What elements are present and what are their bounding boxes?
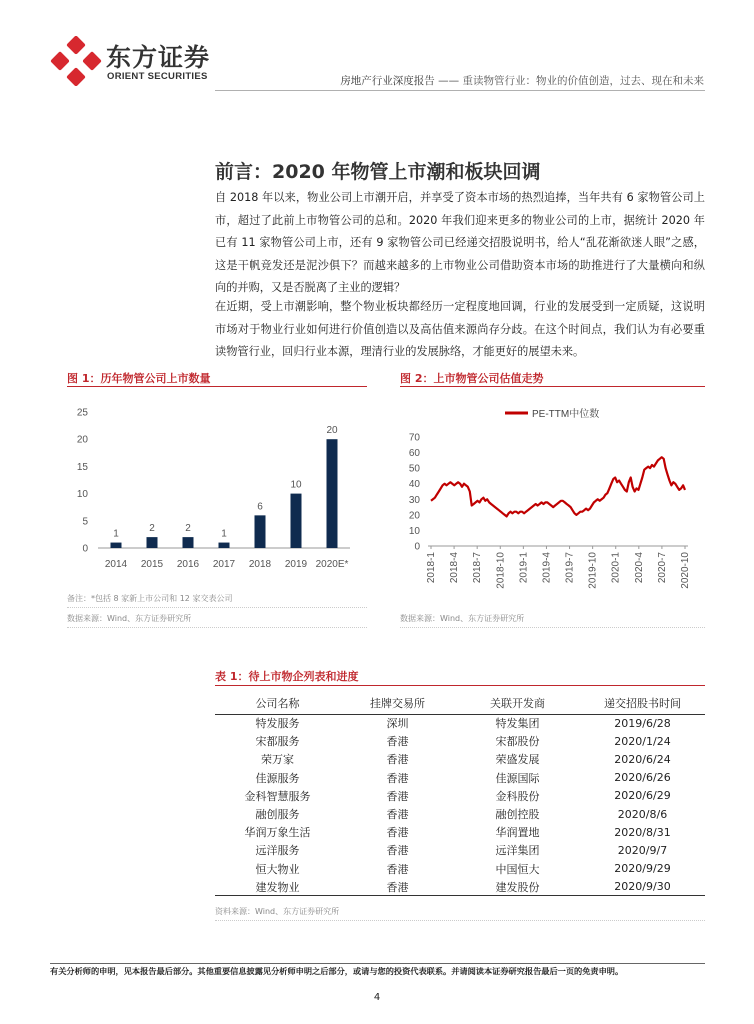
table-source-rule — [215, 920, 705, 921]
cell-exchange: 香港 — [386, 735, 409, 749]
bar-2016 — [183, 537, 194, 548]
bar-value-label: 2 — [185, 523, 191, 535]
x-tick-label: 2020E* — [315, 559, 349, 570]
bar-value-label: 20 — [326, 425, 338, 437]
table-row — [215, 823, 705, 841]
figure1-label: 图 1：历年物管公司上市数量 — [67, 372, 211, 385]
figure1-rule — [67, 386, 367, 387]
section-title: 前言：2020 年物管上市潮和板块回调 — [215, 161, 541, 183]
x-tick-label: 2016 — [176, 559, 200, 570]
bar-value-label: 1 — [113, 528, 119, 540]
x-tick-label: 2018-10 — [495, 552, 507, 589]
x-tick-label: 2019-4 — [541, 552, 553, 584]
x-tick-label: 2018-1 — [426, 552, 437, 584]
x-tick-label: 2018 — [248, 559, 272, 570]
y-tick-label: 0 — [82, 543, 88, 555]
y-tick-label: 40 — [408, 479, 420, 491]
table-row — [215, 860, 705, 878]
report-type: 房地产行业深度报告 — [340, 75, 435, 87]
y-tick-label: 0 — [414, 541, 420, 553]
header-dash: —— — [434, 75, 463, 87]
cell-filing-date: 2020/8/31 — [614, 825, 671, 839]
cell-exchange: 深圳 — [386, 717, 409, 731]
bar-2019 — [291, 494, 302, 548]
table-row — [215, 732, 705, 750]
cell-company: 金科智慧服务 — [244, 789, 311, 803]
header-divider — [215, 90, 705, 91]
cell-exchange: 香港 — [386, 771, 409, 785]
cell-company: 华润万象生活 — [244, 826, 311, 840]
cell-company: 建发物业 — [215, 878, 340, 896]
cell-filing-date: 2020/1/24 — [614, 734, 671, 748]
page-number: 4 — [373, 992, 381, 1003]
table-row — [215, 750, 705, 768]
y-tick-label: 50 — [408, 463, 420, 475]
bar-2015 — [147, 537, 158, 548]
y-tick-label: 10 — [408, 525, 420, 537]
col-exchange: 挂牌交易所 — [340, 692, 455, 714]
cell-developer: 荣盛发展 — [495, 753, 540, 767]
cell-exchange: 香港 — [386, 808, 409, 822]
bar-value-label: 2 — [149, 523, 155, 535]
bar-value-label: 1 — [221, 528, 227, 540]
cell-developer: 华润置地 — [495, 826, 540, 840]
x-tick-label: 2020-4 — [633, 552, 645, 584]
table-row — [215, 805, 705, 823]
cell-filing-date: 2020/9/29 — [614, 862, 671, 876]
pending-listings-table — [215, 692, 705, 896]
series-line-pe-ttm — [431, 457, 685, 516]
figure1-note: 备注：*包括 8 家新上市公司和 12 家交表公司 — [67, 594, 233, 603]
cell-developer: 中国恒大 — [495, 862, 540, 876]
cell-exchange: 香港 — [386, 862, 409, 876]
report-title: 重读物管行业：物业的价值创造，过去、现在和未来 — [462, 75, 704, 87]
cell-filing-date: 2020/9/30 — [580, 878, 705, 896]
legend-label: PE-TTM中位数 — [532, 409, 600, 420]
cell-filing-date: 2020/6/26 — [614, 771, 671, 785]
table-label: 表 1：待上市物企列表和进度 — [215, 670, 359, 683]
x-tick-label: 2019 — [284, 559, 308, 570]
paragraph-2: 在近期，受上市潮影响，整个物业板块都经历一定程度地回调，行业的发展受到一定质疑，这说明市场对于物业行业如何进行价值创造以及高估值来源尚存分歧。在这个时间点，我们认为有必要重读物管行业，回归行业本源，理清行业的发展脉络，才能更好的展望未来。 — [215, 300, 705, 359]
bar-value-label: 6 — [257, 501, 263, 513]
y-tick-label: 25 — [76, 407, 88, 419]
y-tick-label: 15 — [76, 461, 88, 473]
col-developer: 关联开发商 — [455, 692, 580, 714]
x-tick-label: 2019-7 — [564, 552, 576, 584]
figure2-source: 数据来源：Wind、东方证券研究所 — [400, 614, 525, 623]
cell-company: 荣万家 — [261, 753, 294, 767]
footer-disclaimer: 有关分析师的申明，见本报告最后部分。其他重要信息披露见分析师申明之后部分，或请与您的投资代表联系。并请阅读本证券研究报告最后一页的免责申明。 — [50, 966, 624, 976]
cell-developer: 宋都股份 — [495, 735, 540, 749]
table-rule — [215, 685, 705, 686]
cell-developer: 金科股份 — [495, 789, 540, 803]
logo-text-en: ORIENT SECURITIES — [107, 71, 208, 82]
cell-company: 佳源服务 — [255, 771, 300, 785]
cell-filing-date: 2020/6/29 — [614, 789, 671, 803]
y-tick-label: 60 — [408, 448, 420, 460]
table-row — [215, 878, 705, 896]
cell-company: 宋都服务 — [255, 735, 300, 749]
bar-2017 — [219, 543, 230, 548]
cell-company: 融创服务 — [255, 808, 300, 822]
x-tick-label: 2020-7 — [656, 552, 668, 584]
x-tick-label: 2018-7 — [472, 552, 484, 584]
cell-filing-date: 2020/9/7 — [617, 843, 668, 857]
figure1-note-rule — [67, 607, 367, 608]
table-source: 资料来源：Wind、东方证券研究所 — [215, 907, 340, 916]
line-chart-valuation — [395, 395, 700, 600]
cell-developer: 远洋集团 — [495, 844, 540, 858]
col-company: 公司名称 — [215, 692, 340, 714]
bar-value-label: 10 — [290, 479, 302, 491]
table-row — [215, 787, 705, 805]
cell-developer: 融创控股 — [495, 808, 540, 822]
cell-company: 特发服务 — [255, 717, 300, 731]
y-tick-label: 10 — [76, 489, 88, 501]
table-row — [215, 769, 705, 787]
paragraph-1: 自 2018 年以来，物业公司上市潮开启，并享受了资本市场的热烈追捧，当年共有 6 家物管公司上市，超过了此前上市物管公司的总和。2020 年我们迎来更多的物业公司的上市，据统计 2020 年已有 11 家物管公司上市，还有 9 家物管公司已经递交招股说明书，给人“乱花渐欲迷人眼”之感，这是干帆竞发还是泥沙俱下？而越来越多的上市物业公司借助资本市场的助推进行了大量横向和纵向的并购，又是否脱离了主业的逻辑？ — [215, 191, 705, 295]
cell-developer: 特发集团 — [495, 717, 540, 731]
x-tick-label: 2020-1 — [610, 552, 622, 584]
cell-filing-date: 2020/8/6 — [617, 807, 668, 821]
bar-2018 — [255, 515, 266, 548]
cell-filing-date: 2020/6/24 — [614, 752, 671, 766]
x-tick-label: 2018-4 — [449, 552, 461, 584]
cell-exchange: 香港 — [340, 878, 455, 896]
figure1-source: 数据来源：Wind、东方证券研究所 — [67, 614, 192, 623]
y-tick-label: 20 — [408, 510, 420, 522]
cell-exchange: 香港 — [386, 844, 409, 858]
x-tick-label: 2015 — [140, 559, 164, 570]
table-row — [215, 714, 705, 732]
x-tick-label: 2017 — [212, 559, 236, 570]
y-tick-label: 20 — [76, 434, 88, 446]
x-tick-label: 2014 — [104, 559, 128, 570]
figure2-source-rule — [400, 627, 705, 628]
footer-divider — [50, 963, 705, 964]
cell-exchange: 香港 — [386, 753, 409, 767]
cell-developer: 佳源国际 — [495, 771, 540, 785]
x-tick-label: 2019-10 — [587, 552, 599, 589]
bar-chart-listings — [60, 395, 360, 580]
table-header-row — [215, 692, 705, 714]
x-tick-label: 2019-1 — [518, 552, 530, 584]
cell-company: 远洋服务 — [255, 844, 300, 858]
figure2-label: 图 2：上市物管公司估值走势 — [400, 372, 544, 385]
cell-company: 恒大物业 — [255, 862, 300, 876]
x-tick-label: 2020-10 — [680, 552, 691, 589]
y-tick-label: 30 — [408, 494, 420, 506]
cell-developer: 建发股份 — [455, 878, 580, 896]
y-tick-label: 5 — [82, 516, 88, 528]
figure2-rule — [400, 386, 705, 387]
bar-2020E* — [327, 439, 338, 548]
cell-filing-date: 2019/6/28 — [614, 716, 671, 730]
cell-exchange: 香港 — [386, 789, 409, 803]
logo-text-cn: 东方证券 — [106, 43, 211, 72]
y-tick-label: 70 — [408, 432, 420, 444]
orient-securities-logo — [50, 36, 220, 86]
bar-2014 — [111, 543, 122, 548]
col-filing-date: 递交招股书时间 — [580, 692, 705, 714]
logo-mark-icon — [50, 36, 102, 86]
header-title — [340, 73, 704, 88]
table-row — [215, 841, 705, 859]
cell-exchange: 香港 — [386, 826, 409, 840]
figure1-source-rule — [67, 627, 367, 628]
